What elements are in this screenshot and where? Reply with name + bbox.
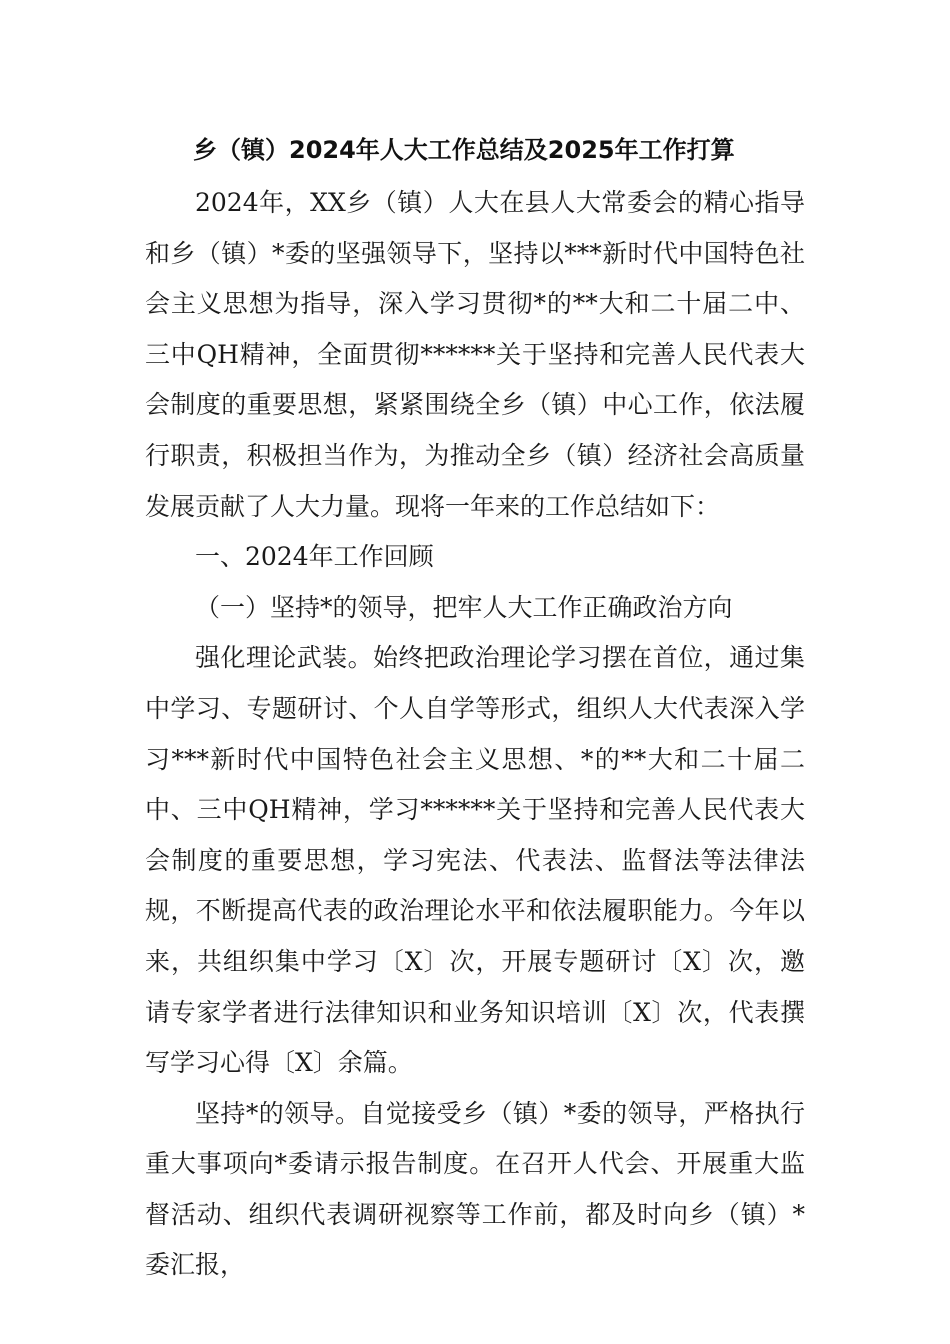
- document-body: [145, 122, 805, 1291]
- subsection-heading: （一）坚持*的领导，把牢人大工作正确政治方向: [195, 592, 733, 622]
- theory-paragraph: 强化理论武装。始终把政治理论学习摆在首位，通过集中学习、专题研讨、个人自学等形式，组织人大代表深入学习***新时代中国特色社会主义思想、*的**大和二十届二中、三中QH精神，学习******关于坚持和完善人民代表大会制度的重要思想，学习宪法、代表法、监督法等法律法规，不断提高代表的政治理论水平和依法履职能力。今年以来，共组织集中学习〔X〕次，开展专题研讨〔X〕次，邀请专家学者进行法律知识和业务知识培训〔X〕次，代表撰写学习心得〔X〕余篇。: [145, 643, 805, 1078]
- section-heading: 一、2024年工作回顾: [195, 542, 434, 572]
- intro-paragraph: 2024年，XX乡（镇）人大在县人大常委会的精心指导和乡（镇）*委的坚强领导下，坚持以***新时代中国特色社会主义思想为指导，深入学习贯彻*的**大和二十届二中、三中QH精神，全面贯彻******关于坚持和完善人民代表大会制度的重要思想，紧紧围绕全乡（镇）中心工作，依法履行职责，积极担当作为，为推动全乡（镇）经济社会高质量发展贡献了人大力量。现将一年来的工作总结如下：: [145, 188, 805, 521]
- document-title: 乡（镇）2024年人大工作总结及2025年工作打算: [193, 136, 735, 164]
- leadership-paragraph: 坚持*的领导。自觉接受乡（镇）*委的领导，严格执行重大事项向*委请示报告制度。在召开人代会、开展重大监督活动、组织代表调研视察等工作前，都及时向乡（镇）*委汇报，: [145, 1098, 805, 1280]
